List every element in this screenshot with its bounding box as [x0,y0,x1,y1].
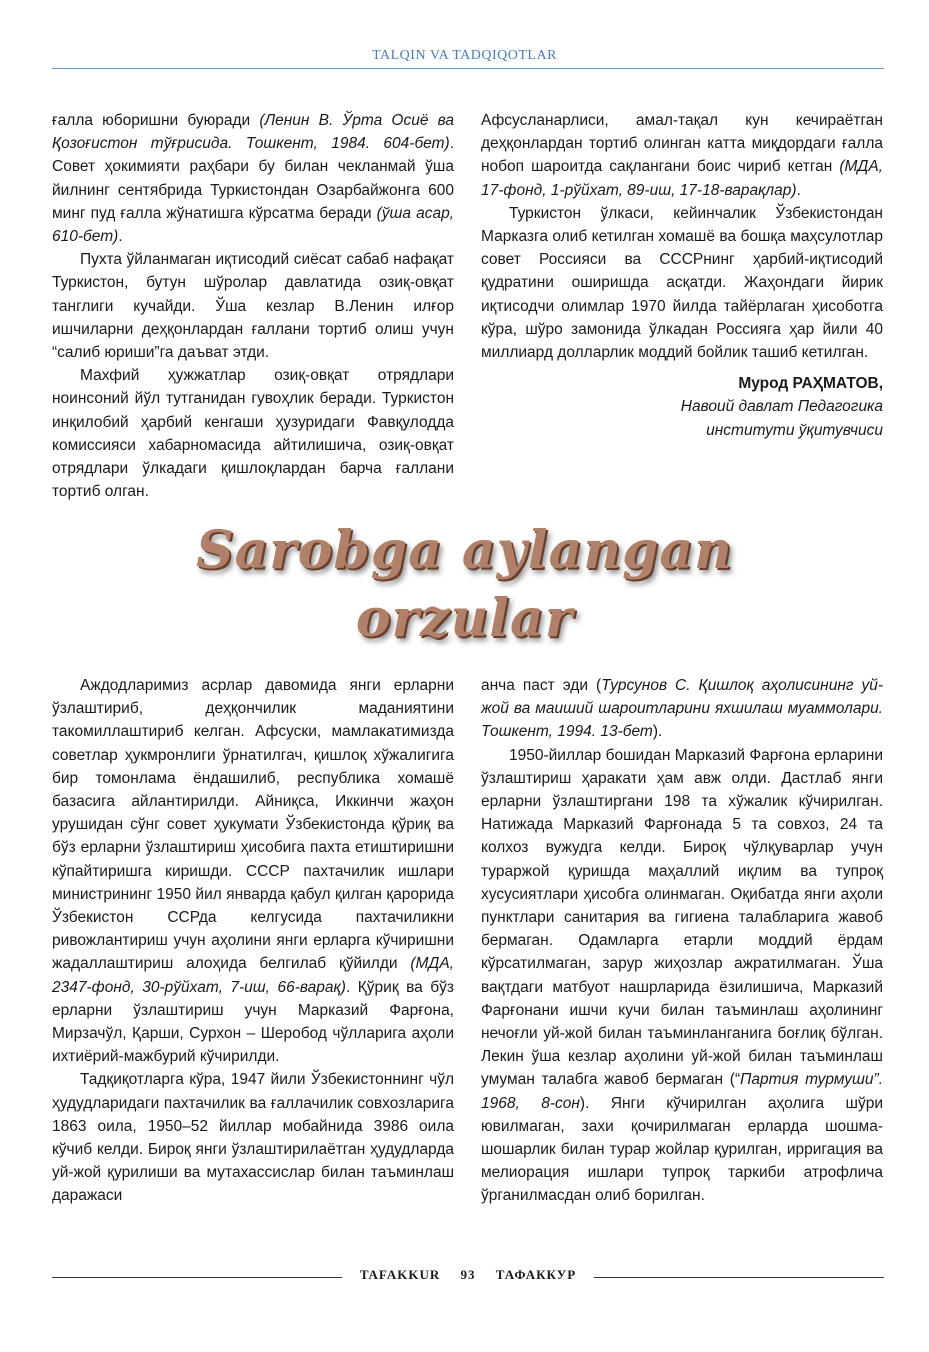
paragraph: Туркистон ўлкаси, кейинчалик Ўзбекистондан Марказга олиб кетилган хомашё ва бошқа маҳсулотлар совет Россияси ва СССРнинг ҳарбий-иқтисодий қудратини оширишда асқатди. Жаҳондаги йирик иқтисодчи олимлар 1970 йилда тайёрлаган ҳисоботга кўра, шўро замонида ўлкадан Россияга ҳар йили 40 миллиард долларлик моддий бойлик ташиб кетилган. [481,204,883,362]
author-affiliation: институти ўқитувчиси [706,421,883,439]
page-number: 93 [460,1267,476,1282]
author-name: Мурод РАҲМАТОВ, [738,375,883,393]
footer-magazine-cyrillic: ТАФАККУР [495,1267,577,1282]
bottom-right-column [481,674,883,1208]
header-rule [52,68,884,69]
article-title-line-2: orzular [355,588,574,649]
top-left-column [52,109,454,503]
paragraph: анча паст эди (Турсунов С. Қишлоқ аҳолисининг уй-жой ва маиший шароитларини яхшилаш муаммолари. Тошкент, 1994. 13-бет). [481,677,884,741]
author-affiliation: Навоий давлат Педагогика [680,398,883,416]
footer-text [52,1267,884,1283]
paragraph: ғалла юборишни буюради (Ленин В. Ўрта Осиё ва Қозоғистон тўғрисида. Тошкент, 1984. 604-бет). Совет ҳокимияти раҳбари бу билан чекланмай ўша йилнинг сентябрида Туркистондан Озарбайжонга 600 минг пуд ғалла жўнатишга кўрсатма беради (ўша асар, 610-бет). [52,112,455,246]
article-title-line-1: Sarobga aylangan [196,520,733,581]
paragraph: Тадқиқотларга кўра, 1947 йили Ўзбекистоннинг чўл ҳудудларидаги пахтачилик ва ғаллачилик совхозларига 1863 оила, 1950–52 йиллар мобайнида 3986 оила кўчиб келди. Бироқ янги ўзлаштирилаётган ҳудудларда уй-жой қурилиши ва мутахассислар билан таъминлаш даражаси [52,1071,454,1205]
page-footer [52,1267,884,1287]
bottom-left-column [52,674,454,1208]
paragraph: Пухта ўйланмаган иқтисодий сиёсат сабаб нафақат Туркистон, бутун шўролар давлатида озиқ-овқат танглиги кучайди. Ўша кезлар В.Ленин илғор ишчиларни деҳқонлардан ғаллани тортиб олиш учун “салиб юриши”га даъват этди. [52,251,454,362]
paragraph: Махфий ҳужжатлар озиқ-овқат отрядлари ноинсоний йўл тутганидан гувоҳлик беради. Туркистон инқилобий ҳарбий кенгаши ҳузуридаги Фавқулодда комиссияси хабарномасида айтилишича, озиқ-овқат отрядлари ўлкадаги қишлоқлардан барча ғаллани тортиб олган. [52,367,454,501]
paragraph: Афсусланарлиси, амал-тақал кун кечираётган деҳқонлардан тортиб олинган катта миқдордаги ғалла нобоп шароитда сақлангани боис чириб кетган (МДА, 17-фонд, 1-рўйхат, 89-иш, 17-18-варақлар). [481,112,883,199]
top-right-column [481,109,883,442]
paragraph: 1950-йиллар бошидан Марказий Фарғона ерларини ўзлаштириш ҳаракати ҳам авж олди. Дастлаб янги ерларни ўзлаштиргани 198 та хўжалик кўчирилган. Натижада Марказий Фарғонада 5 та совхоз, 24 та колхоз вужудга келди. Бироқ чўлқуварлар учун тураржой қуришда маҳаллий иқлим ва тупроқ хусусиятлари ҳисобга олинмаган. Оқибатда янги аҳоли пунктлари санитария ва гигиена талабларига жавоб бермаган. Одамларга етарли моддий ёрдам кўрсатилмаган, зарур жиҳозлар ажратилмаган. Ўша вақтдаги матбуот нашрларида ёзилишича, Марказий Фарғонани ишчи кучи билан таъминлаш аҳолининг нечоғли уй-жой билан таъминланганига боғлиқ бўлган. Лекин ўша кезлар аҳолини уй-жой билан таъминлаш умуман талабга жавоб бермаган (“Партия турмуши”. 1968, 8-сон). Янги кўчирилган аҳолига шўри ювилмаган, захи қочирилмаган ерларда шошма-шошарлик билан турар жойлар қурилган, ирригация ва мелиорация ишлари тупроқ таркиби атрофлича ўрганилмасдан олиб борилган. [481,746,884,1205]
footer-magazine-latin: TAFAKKUR [359,1267,441,1282]
paragraph: Аждодларимиз асрлар давомида янги ерларни ўзлаштириб, деҳқончилик маданиятини такомиллаштириб келган. Афсуски, мамлакатимизда советлар ҳукмронлиги ўрнатилгач, қишлоқ хўжалигига бир томонлама ёндашилиб, республика хомашё базасига айлантирилди. Айниқса, Иккинчи жаҳон урушидан сўнг совет ҳукумати Ўзбекистонда қўриқ ва бўз ерларни ўзлаштириш ҳисобига пахта етиштиришни кўпайтиришга киришди. СССР пахтачилик ишлари министрининг 1950 йил январда қабул қилган қарорида Ўзбекистон ССРда келгусида пахтачиликни ривожлантириш учун аҳолини янги ерларга кўчиришни жадаллаштириш алоҳида белгилаб қўйилди (МДА, 2347-фонд, 30-рўйхат, 7-иш, 66-варақ). Қўриқ ва бўз ерларни ўзлаштириш учун Марказий Фарғона, Мирзачўл, Қарши, Сурхон – Шеробод чўлларига аҳоли ихтиёрий-мажбурий кўчирилди. [52,677,454,1066]
running-header: TALQIN VA TADQIQOTLAR [372,48,557,63]
